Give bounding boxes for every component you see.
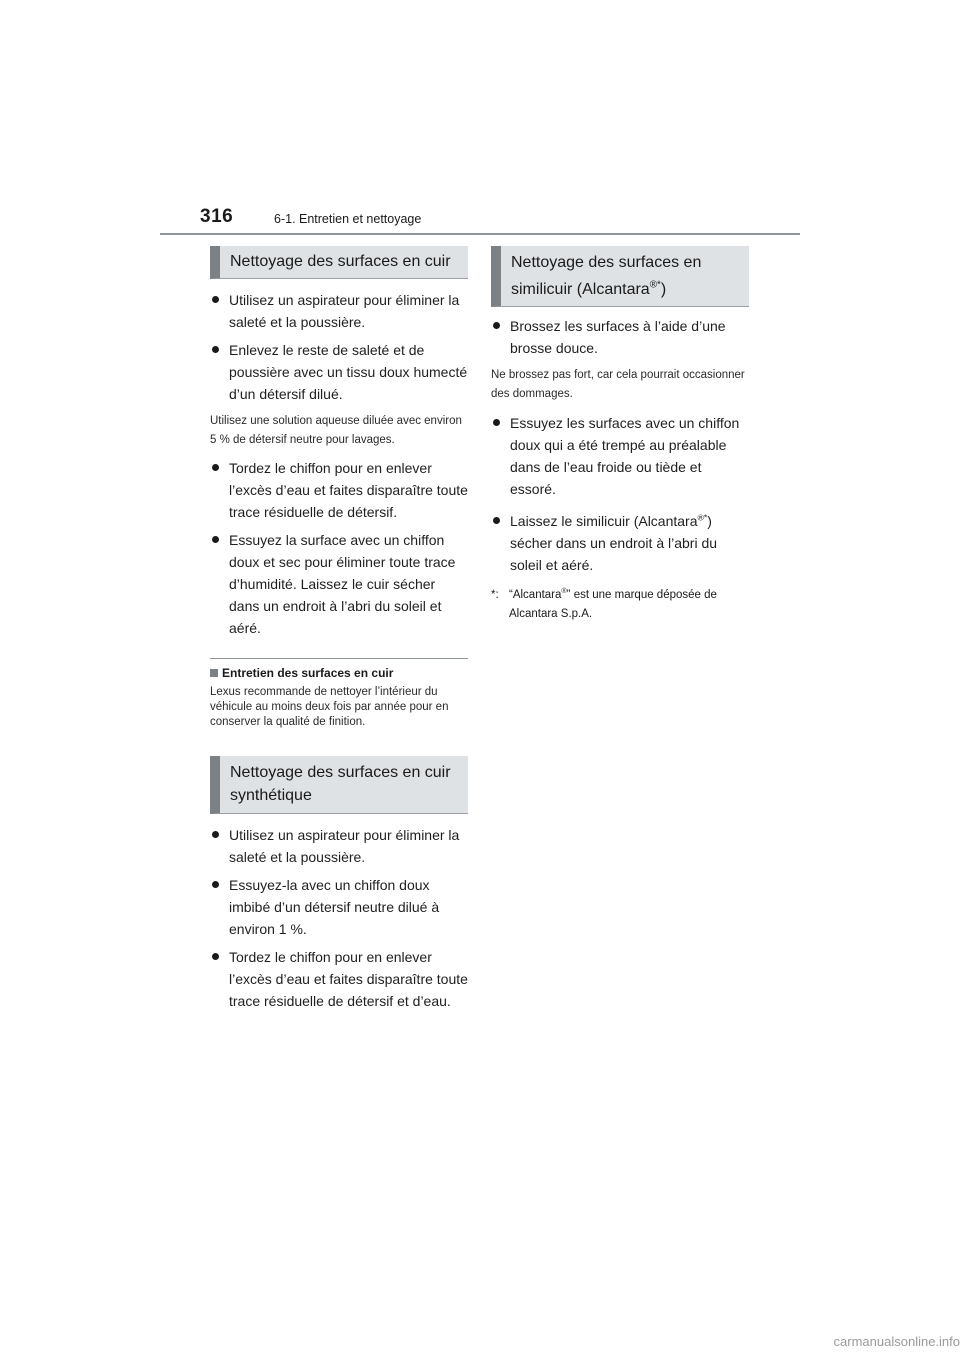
header-divider bbox=[160, 233, 800, 235]
bullet-icon bbox=[212, 536, 219, 543]
footnote: *: “Alcantara®” est une marque déposée de Alcantara S.p.A. bbox=[491, 587, 717, 620]
list-item: Tordez le chiffon pour en enlever l’excès d’eau et faites disparaître toute trace résiduelle de détersif. bbox=[210, 457, 468, 523]
bullet-icon bbox=[212, 953, 219, 960]
list-item: Essuyez-la avec un chiffon doux imbibé d’un détersif neutre dilué à environ 1 %. bbox=[210, 874, 468, 940]
page-header bbox=[160, 204, 800, 236]
list-item: Enlevez le reste de saleté et de poussière avec un tissu doux humecté d’un détersif dilué. bbox=[210, 339, 468, 405]
bullet-icon bbox=[493, 419, 500, 426]
bullet-icon bbox=[493, 322, 500, 329]
watermark: carmanualsonline.info bbox=[833, 1334, 960, 1349]
footnote-mark: *: bbox=[491, 589, 499, 601]
list-item: Utilisez un aspirateur pour éliminer la saleté et la poussière. bbox=[210, 289, 468, 333]
page-number: 316 bbox=[200, 206, 234, 227]
list-item: Tordez le chiffon pour en enlever l’excès d’eau et faites disparaître toute trace résiduelle de détersif et d’eau. bbox=[210, 946, 468, 1012]
bullet-icon bbox=[212, 831, 219, 838]
section-title: 6-1. Entretien et nettoyage bbox=[274, 212, 422, 226]
bullet-icon bbox=[493, 517, 500, 524]
subsection-heading: Entretien des surfaces en cuir bbox=[210, 664, 468, 682]
bullet-icon bbox=[212, 881, 219, 888]
bullet-icon bbox=[212, 464, 219, 471]
list-item: Utilisez un aspirateur pour éliminer la saleté et la poussière. bbox=[210, 824, 468, 868]
section-heading-synthetic-leather: Nettoyage des surfaces en cuir synthétique bbox=[210, 756, 468, 814]
left-column bbox=[210, 246, 468, 1012]
square-bullet-icon bbox=[210, 669, 218, 677]
list-item: Brossez les surfaces à l’aide d’une brosse douce. bbox=[491, 315, 749, 359]
right-column bbox=[491, 246, 749, 624]
note-text: Ne brossez pas fort, car cela pourrait occasionner des dommages. bbox=[491, 369, 745, 400]
list-item: Essuyez les surfaces avec un chiffon doux qui a été trempé au préalable dans de l’eau froide ou tiède et essoré. bbox=[491, 412, 749, 500]
section-heading-leather: Nettoyage des surfaces en cuir bbox=[210, 246, 468, 279]
note-text: Utilisez une solution aqueuse diluée avec environ 5 % de détersif neutre pour lavages. bbox=[210, 415, 462, 446]
bullet-icon bbox=[212, 296, 219, 303]
list-item: Laissez le similicuir (Alcantara®*) sécher dans un endroit à l’abri du soleil et aéré. bbox=[491, 510, 749, 576]
section-heading-alcantara: Nettoyage des surfaces en similicuir (Alcantara®*) bbox=[491, 246, 749, 307]
maintenance-text: Lexus recommande de nettoyer l’intérieur du véhicule au moins deux fois par année pour en conserver la qualité de finition. bbox=[210, 686, 449, 728]
list-item: Essuyez la surface avec un chiffon doux et sec pour éliminer toute trace d’humidité. Laissez le cuir sécher dans un endroit à l’abri du soleil et aéré. bbox=[210, 529, 468, 639]
bullet-icon bbox=[212, 346, 219, 353]
